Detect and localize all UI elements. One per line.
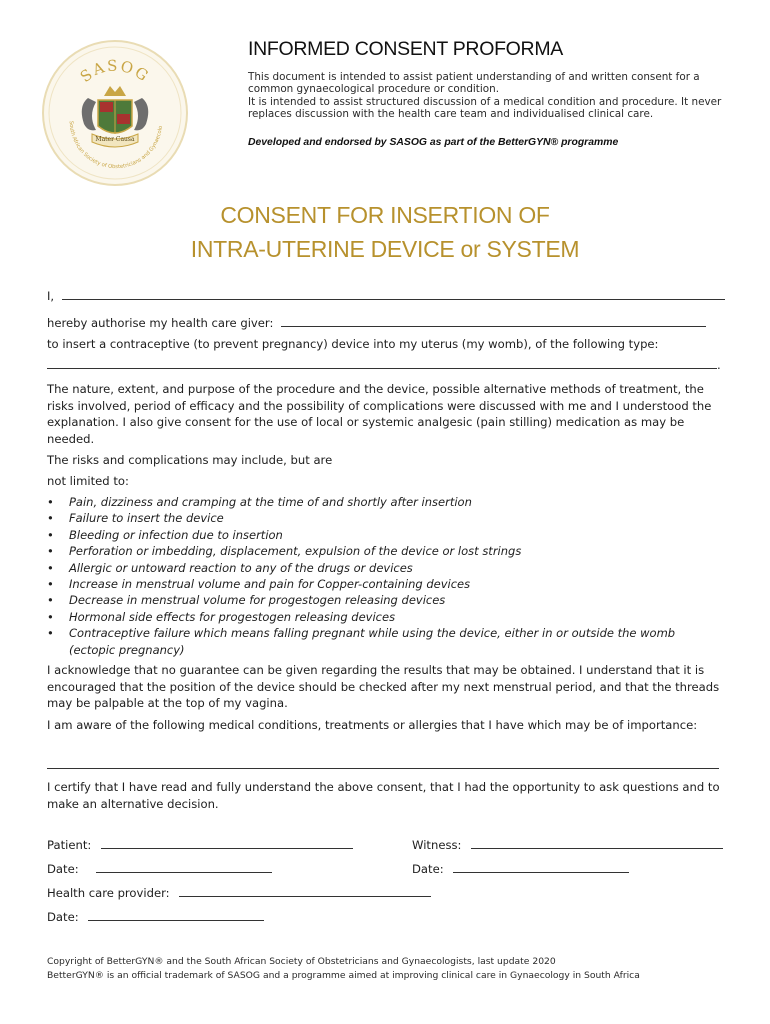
- name-row: [47, 288, 727, 305]
- patient-label: Patient:: [47, 838, 92, 852]
- witness-date-field[interactable]: [453, 862, 629, 873]
- patient-signature-row: [47, 837, 353, 853]
- list-item: • Perforation or imbedding, displacement, expulsion of the device or lost strings: [47, 544, 522, 559]
- intro-text: [248, 71, 728, 121]
- bullet-icon: •: [47, 544, 54, 559]
- footer-copyright: Copyright of BetterGYN® and the South African Society of Obstetricians and Gynaecologists, last update 2020: [47, 956, 556, 967]
- conditions-row: [47, 757, 727, 774]
- aware-paragraph: I am aware of the following medical conditions, treatments or allergies that I have which may be of importance:: [47, 718, 698, 732]
- proforma-title: INFORMED CONSENT PROFORMA: [248, 38, 563, 60]
- bullet-icon: •: [47, 626, 54, 641]
- medical-conditions-field[interactable]: [47, 758, 719, 769]
- logo-ring-text: South African Society of Obstetricians and Gynaecolo: [67, 120, 165, 171]
- witness-date-label: Date:: [412, 862, 444, 876]
- list-item: • Failure to insert the device: [47, 511, 224, 526]
- device-type-row: [47, 357, 727, 374]
- bullet-icon: •: [47, 495, 54, 509]
- risks-list: [47, 494, 727, 658]
- patient-date-field[interactable]: [96, 862, 272, 873]
- intro-line-2: It is intended to assist structured discussion of a medical condition and procedure. It never replaces discussion with the health care team and individualised clinical care.: [248, 95, 722, 121]
- logo-ribbon: Mater Causa: [95, 136, 135, 143]
- footer-trademark: BetterGYN® is an official trademark of SASOG and a programme aimed at improving clinical care in Gynaecology in South Africa: [47, 969, 640, 981]
- provider-date-field[interactable]: [88, 910, 264, 921]
- authorise-row: [47, 315, 727, 332]
- footer: [47, 955, 737, 982]
- nature-paragraph: The nature, extent, and purpose of the procedure and the device, possible alternative methods of treatment, the risks involved, period of efficacy and the possibility of complications were discussed with me and I understood the explanation. I also give consent for the use of local or systemic analgesic (pain stilling) medication as may be needed.: [47, 382, 712, 446]
- witness-label: Witness:: [412, 838, 462, 852]
- list-item: • Allergic or untoward reaction to any of the drugs or devices: [47, 560, 413, 575]
- intro-line-1: This document is intended to assist patient understanding of and written consent for a common gynaecological procedure or condition.: [248, 71, 700, 96]
- patient-signature-field[interactable]: [101, 838, 353, 849]
- witness-date-row: [412, 861, 629, 877]
- risks-intro-1: The risks and complications may include, but are: [47, 453, 333, 467]
- provider-date-row: [47, 909, 264, 925]
- acknowledge-paragraph: I acknowledge that no guarantee can be given regarding the results that may be obtained. I understand that it is encouraged that the position of the device should be checked after my next menstrual period, and that the threads may be palpable at the top of my vagina.: [47, 663, 720, 710]
- device-type-period: .: [717, 358, 721, 372]
- list-item: • Hormonal side effects for progestogen releasing devices: [47, 609, 396, 624]
- provider-date-label: Date:: [47, 910, 79, 924]
- bullet-icon: •: [47, 609, 54, 624]
- sasog-logo: [40, 38, 190, 188]
- bullet-icon: •: [47, 593, 54, 608]
- patient-date-row: [47, 861, 272, 877]
- list-item: • Bleeding or infection due to insertion: [47, 527, 283, 542]
- list-item: • Pain, dizziness and cramping at the time of and shortly after insertion: [47, 495, 472, 509]
- bullet-icon: •: [47, 560, 54, 575]
- bullet-icon: •: [47, 527, 54, 542]
- list-item: • Decrease in menstrual volume for progestogen releasing devices: [47, 593, 446, 608]
- bullet-icon: •: [47, 511, 54, 526]
- health-care-giver-field[interactable]: [281, 316, 706, 327]
- consent-title-line-2: INTRA-UTERINE DEVICE or SYSTEM: [190, 236, 580, 262]
- patient-name-field[interactable]: [62, 289, 725, 300]
- bullet-icon: •: [47, 577, 54, 592]
- provider-signature-field[interactable]: [179, 886, 431, 897]
- insert-sentence: to insert a contraceptive (to prevent pregnancy) device into my uterus (my womb), of the following type:: [47, 337, 659, 351]
- i-label: I,: [47, 289, 55, 303]
- provider-label: Health care provider:: [47, 886, 170, 900]
- risks-intro-2: not limited to:: [47, 474, 129, 488]
- certify-paragraph: I certify that I have read and fully understand the above consent, that I had the opportunity to ask questions and to make an alternative decision.: [47, 780, 720, 811]
- list-item: • Contraceptive failure which means falling pregnant while using the device, either in or outside the womb (ectopic pregnancy): [47, 626, 676, 657]
- provider-signature-row: [47, 885, 431, 901]
- header-block: [248, 38, 728, 148]
- witness-signature-row: [412, 837, 723, 853]
- list-item: • Increase in menstrual volume and pain for Copper-containing devices: [47, 577, 471, 592]
- consent-title-line-1: CONSENT FOR INSERTION OF: [220, 202, 550, 228]
- authorise-label: hereby authorise my health care giver:: [47, 316, 274, 330]
- witness-signature-field[interactable]: [471, 838, 723, 849]
- logo-acronym: SASOG: [76, 56, 154, 86]
- date-label: Date:: [47, 862, 79, 876]
- endorsement-note: Developed and endorsed by SASOG as part of the BetterGYN® programme: [248, 136, 619, 148]
- consent-title: [0, 198, 770, 266]
- device-type-field[interactable]: [47, 358, 717, 369]
